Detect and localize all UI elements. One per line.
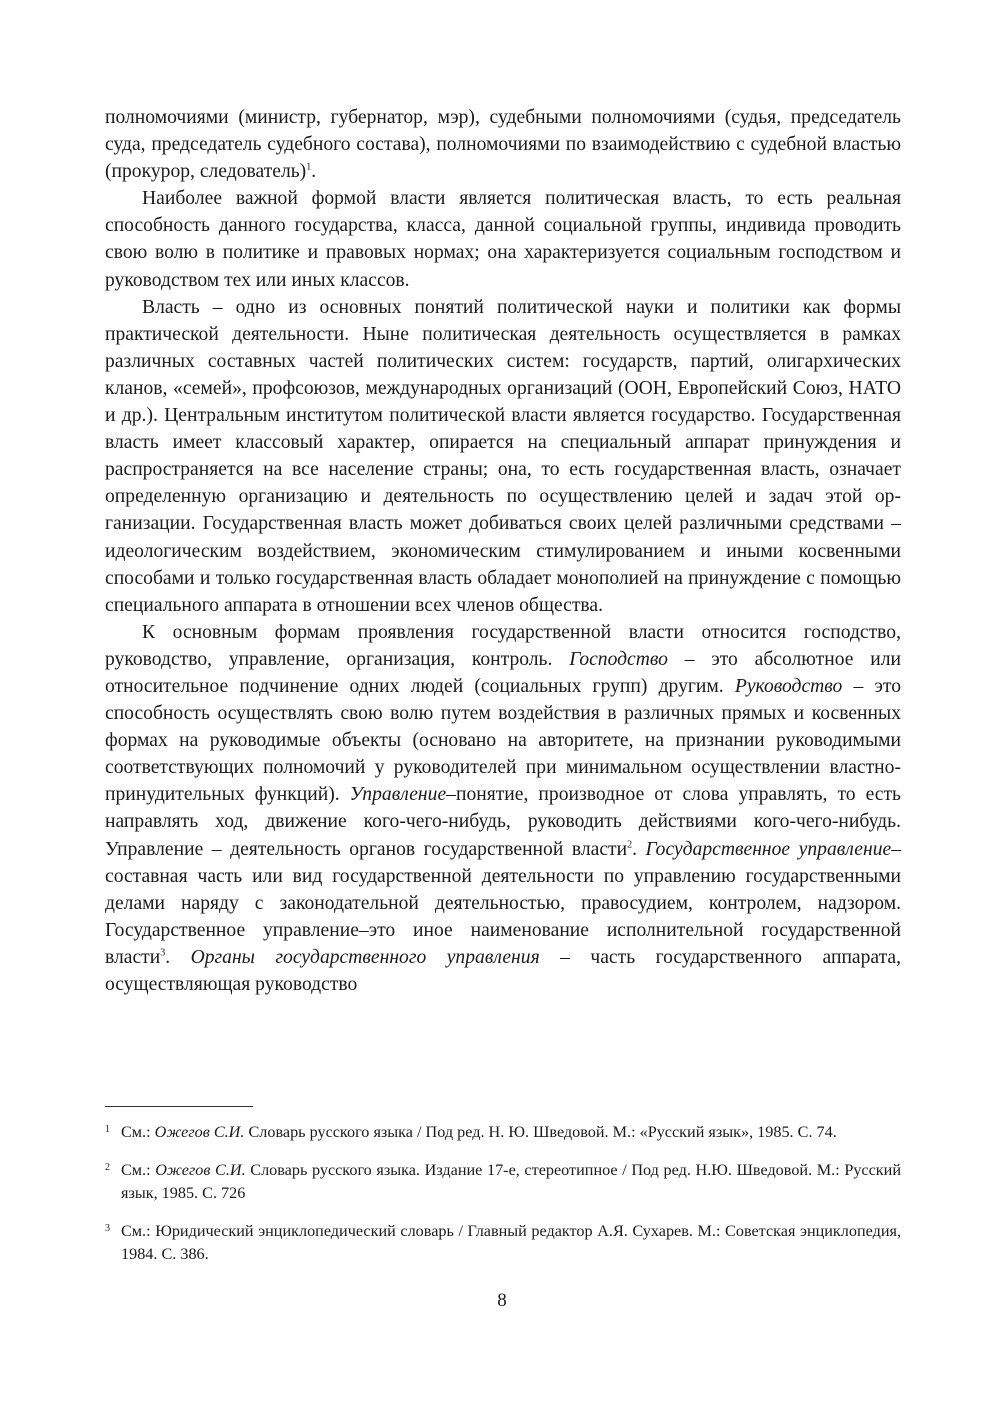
footnote-2-pre: См.: [121, 1161, 156, 1179]
footnote-3-number: 3 [105, 1223, 110, 1234]
footnote-1 [105, 1121, 901, 1144]
paragraph-4-seg-8: – часть государственного аппарата, осуществляющая руководство [105, 946, 902, 995]
paragraph-4-seg-3: – это способность осуществлять свою волю путем воздействия в различных прямых и косвенных формах на руководимые объекты (основано на авторитете, на признании руководимыми соответствующих полномочий у руководителей при минимальном осуществлении властно-принудительных функций). [105, 675, 901, 806]
footnote-3-text: См.: Юридический энциклопедический словарь / Главный редактор А.Я. Сухарев. М.: Советская энциклопедия, 1984. С. 386. [121, 1222, 901, 1263]
footnotes [105, 1106, 901, 1281]
footnote-1-number: 1 [105, 1124, 110, 1135]
footnote-1-author: Ожегов С.И. [154, 1123, 245, 1141]
footnote-2-number: 2 [105, 1162, 110, 1173]
paragraph-4-seg-6: –составная часть или вид государственной деятельности по управлению государственными делами наряду с законодательной деятельностью, правосудием, контролем, надзором. Государственное управление–это иное наименование исполнительной государственной власти [105, 838, 902, 968]
footnote-3 [105, 1220, 901, 1266]
footnote-1-pre: См.: [121, 1123, 155, 1141]
footnote-2-author: Ожегов С.И. [155, 1161, 246, 1179]
paragraph-3: Власть – одно из основных понятий политической науки и политики как формы практической деятельности. Ныне политическая деятельность осуществляется в рамках различных составных частей политических систем: государств, партий, олигархических кланов, «семей», профсоюзов, международных организаций (ООН, Европейский Союз, НАТО и др.). Центральным институтом политической власти является государство. Государственная власть имеет классовый характер, опирается на специальный аппарат принуждения и распространяется на все население страны; она, то есть государственная власть, означает определенную организацию и деятельность по осуществлению целей и задач этой организации. Государственная власть может добиваться своих целей различными средствами – идеологическим воздействием, экономическим стимулированием и иными косвенными способами и только государственная власть обладает монополией на принуждение с помощью специального аппарата в отношении всех членов общества. [105, 296, 901, 616]
main-text [105, 104, 901, 998]
term-rukovodstvo: Руководство [734, 675, 843, 697]
paragraph-4-seg-7: . [165, 946, 191, 968]
paragraph-4-seg-2: – это абсолютное или относительное подчинение одних людей (социальных групп) другим. [105, 648, 901, 697]
term-organy-upravleniya: Органы государственного управления [190, 946, 540, 968]
term-gos-upravlenie: Государственное управление [645, 838, 892, 860]
paragraph-2: Наиболее важной формой власти является политическая власть, то есть реальная способность данного государства, класса, данной социальной группы, индивида проводить свою волю в политике и правовых нормах; она характеризуется социальным господством и руководством тех или иных классов. [105, 188, 901, 291]
footnote-divider [105, 1106, 253, 1107]
paragraph-1-end: . [311, 161, 317, 183]
footnote-1-post: Словарь русского языка / Под ред. Н. Ю. Шведовой. М.: «Русский язык», 1985. С. 74. [244, 1123, 837, 1141]
term-gospodstvo: Господство [569, 648, 668, 670]
paragraph-1 [105, 104, 901, 185]
footnote-ref-1[interactable]: 1 [306, 161, 312, 173]
paragraph-4-seg-5: . [632, 838, 646, 860]
paragraph-4 [105, 619, 901, 998]
page-number: 8 [497, 1290, 507, 1311]
footnote-ref-2[interactable]: 2 [627, 839, 633, 850]
term-upravlenie: Управление [349, 784, 447, 806]
footnote-2-post: Словарь русского языка. Издание 17-е, стереотипное / Под ред. Н.Ю. Шведовой. М.: Русский язык, 1985. С. 726 [121, 1161, 901, 1202]
footnote-ref-3[interactable]: 3 [160, 947, 166, 959]
footnote-2 [105, 1159, 901, 1205]
paragraph-4-seg-1: К основным формам проявления государственной власти относится господство, руководство, управление, организация, контроль. [105, 621, 901, 670]
paragraph-1-text: полномочиями (министр, губернатор, мэр), судебными полномочиями (судья, председатель суда, председатель судебного состава), полномочиями по взаимодействию с судебной властью (прокурор, следователь) [105, 107, 901, 183]
paragraph-4-seg-4: –понятие, производное от слова управлять, то есть направлять ход, движение кого-чего-нибудь, руководить действиями кого-чего-нибудь. Управление – деятельность органов государственной власти [105, 784, 901, 860]
